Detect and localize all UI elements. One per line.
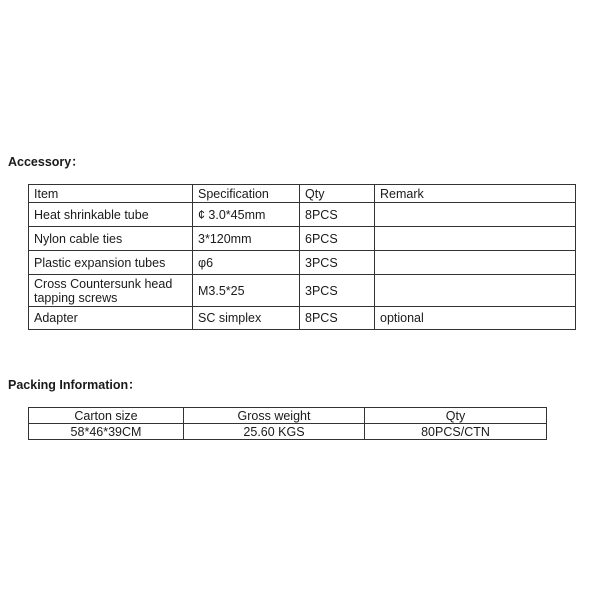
remark-cell: optional <box>375 307 576 330</box>
packing-table <box>28 407 547 440</box>
header-qty: Qty <box>300 185 375 203</box>
packing-header-row <box>29 408 547 424</box>
item-cell: Adapter <box>29 307 193 330</box>
remark-cell <box>375 227 576 251</box>
qty-cell: 8PCS <box>300 203 375 227</box>
qty-cell: 3PCS <box>300 251 375 275</box>
qty-cell: 8PCS <box>300 307 375 330</box>
table-row <box>29 251 576 275</box>
table-row <box>29 203 576 227</box>
remark-cell <box>375 275 576 307</box>
header-carton-size: Carton size <box>29 408 184 424</box>
accessory-table <box>28 184 576 330</box>
specification-cell: 3*120mm <box>193 227 300 251</box>
header-gross-weight: Gross weight <box>184 408 365 424</box>
accessory-heading: Accessory： <box>8 155 84 169</box>
specification-cell: SC simplex <box>193 307 300 330</box>
item-cell: Heat shrinkable tube <box>29 203 193 227</box>
specification-cell: M3.5*25 <box>193 275 300 307</box>
item-cell: Plastic expansion tubes <box>29 251 193 275</box>
remark-cell <box>375 203 576 227</box>
table-row <box>29 275 576 307</box>
item-cell: Nylon cable ties <box>29 227 193 251</box>
table-row <box>29 424 547 440</box>
qty-cell: 3PCS <box>300 275 375 307</box>
qty-cell: 6PCS <box>300 227 375 251</box>
accessory-header-row <box>29 185 576 203</box>
gross-weight-cell: 25.60 KGS <box>184 424 365 440</box>
carton-size-cell: 58*46*39CM <box>29 424 184 440</box>
specification-cell: ¢ 3.0*45mm <box>193 203 300 227</box>
table-row <box>29 307 576 330</box>
header-remark: Remark <box>375 185 576 203</box>
header-specification: Specification <box>193 185 300 203</box>
item-cell: Cross Countersunk head tapping screws <box>29 275 193 307</box>
qty-cell: 80PCS/CTN <box>365 424 547 440</box>
packing-heading: Packing Information： <box>8 378 141 392</box>
specification-cell: φ6 <box>193 251 300 275</box>
remark-cell <box>375 251 576 275</box>
header-item: Item <box>29 185 193 203</box>
table-row <box>29 227 576 251</box>
header-qty: Qty <box>365 408 547 424</box>
